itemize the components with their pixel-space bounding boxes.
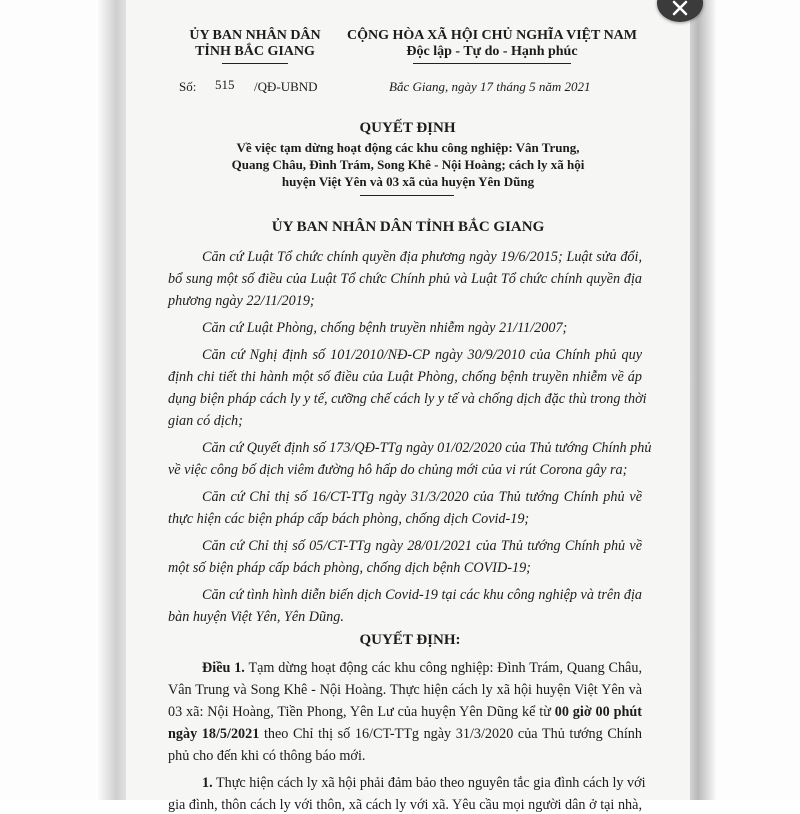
decision-title: QUYẾT ĐỊNH xyxy=(359,120,456,136)
article-1-line: Vân Trung và Song Khê - Nội Hoàng. Thực hiện cách ly xã hội huyện Việt Yên và xyxy=(168,682,642,698)
national-title: CỘNG HÒA XÃ HỘI CHỦ NGHĨA VIỆT NAM xyxy=(346,28,637,43)
basis-line: Căn cứ Luật Phòng, chống bệnh truyền nhiễm ngày 21/11/2007; xyxy=(202,320,568,336)
basis-line: dụng biện pháp cách ly y tế, cưỡng chế cách ly y tế và chống dịch đặc thù trong thời xyxy=(168,391,647,407)
article-1-line: phủ cho đến khi có thông báo mới. xyxy=(168,748,366,764)
article-1-label: Điều 1. xyxy=(202,660,245,676)
decision-heading: QUYẾT ĐỊNH: xyxy=(359,632,461,648)
basis-line: bổ sung một số điều của Luật Tổ chức Chính phủ và Luật Tổ chức chính quyền địa xyxy=(168,271,642,287)
article-1-line: Điều 1. Tạm dừng hoạt động các khu công nghiệp: Đình Trám, Quang Châu, xyxy=(202,660,642,676)
close-icon xyxy=(670,0,690,18)
article-1-line: 03 xã: Nội Hoàng, Tiền Phong, Yên Lư của huyện Yên Dũng kể từ 00 giờ 00 phút xyxy=(168,704,642,720)
issuing-authority: ỦY BAN NHÂN DÂN TỈNH BẮC GIANG xyxy=(271,219,545,235)
basis-line: thực hiện các biện pháp cấp bách phòng, chống dịch Covid-19; xyxy=(168,511,530,527)
item-1-line: 1. Thực hiện cách ly xã hội phải đảm bảo theo nguyên tắc gia đình cách ly với xyxy=(202,775,646,791)
basis-line: bàn huyện Việt Yên, Yên Dũng. xyxy=(168,609,344,625)
basis-line: Căn cứ Nghị định số 101/2010/NĐ-CP ngày 30/9/2010 của Chính phủ quy xyxy=(202,347,642,363)
doc-number-label: Số: xyxy=(179,79,197,94)
article-1-line: ngày 18/5/2021 theo Chỉ thị số 16/CT-TTg ngày 31/3/2020 của Thủ tướng Chính xyxy=(168,726,642,742)
agency-name-line1: ỦY BAN NHÂN DÂN xyxy=(189,28,321,43)
item-1-line: gia đình, thôn cách ly với thôn, xã cách ly với xã. Yêu cầu mọi người dân ở tại nhà, xyxy=(168,797,642,813)
doc-number-suffix: /QĐ-UBND xyxy=(254,79,318,94)
doc-number-value: 515 xyxy=(215,77,235,92)
page-shadow-left xyxy=(96,0,130,800)
basis-line: Căn cứ Luật Tổ chức chính quyền địa phương ngày 19/6/2015; Luật sửa đổi, xyxy=(202,249,642,265)
subject-line-1: Về việc tạm dừng hoạt động các khu công nghiệp: Vân Trung, xyxy=(236,140,580,155)
basis-line: về việc công bố dịch viêm đường hô hấp do chủng mới của vi rút Corona gây ra; xyxy=(168,462,628,478)
basis-line: Căn cứ Quyết định số 173/QĐ-TTg ngày 01/02/2020 của Thủ tướng Chính phủ xyxy=(202,440,652,456)
start-time: 00 giờ 00 phút xyxy=(554,704,642,720)
basis-line: Căn cứ Chỉ thị số 16/CT-TTg ngày 31/3/2020 của Thủ tướng Chính phủ về xyxy=(202,489,642,505)
item-1-label: 1. xyxy=(202,775,213,791)
agency-name-line2: TỈNH BẮC GIANG xyxy=(195,44,315,59)
basis-line: gian có dịch; xyxy=(168,413,243,429)
page-shadow-right xyxy=(686,0,716,800)
basis-line: Căn cứ Chỉ thị số 05/CT-TTg ngày 28/01/2021 của Thủ tướng Chính phủ về xyxy=(202,538,642,554)
subject-underline xyxy=(360,195,454,196)
start-date: ngày 18/5/2021 xyxy=(168,726,260,742)
basis-line: phương ngày 22/11/2019; xyxy=(168,293,315,309)
basis-line: định chi tiết thi hành một số điều của Luật Phòng, chống bệnh truyền nhiễm về áp xyxy=(168,369,642,385)
subject-line-3: huyện Việt Yên và 03 xã của huyện Yên Dũng xyxy=(281,174,535,189)
basis-line: Căn cứ tình hình diễn biến dịch Covid-19 tại các khu công nghiệp và trên địa xyxy=(202,587,642,603)
date-line: Bắc Giang, ngày 17 tháng 5 năm 2021 xyxy=(389,79,591,94)
agency-underline xyxy=(222,63,288,64)
basis-line: một số biện pháp cấp bách phòng, chống dịch bệnh COVID-19; xyxy=(168,560,531,576)
subject-line-2: Quang Châu, Đình Trám, Song Khê - Nội Hoàng; cách ly xã hội xyxy=(231,157,585,172)
national-motto: Độc lập - Tự do - Hạnh phúc xyxy=(406,44,578,59)
motto-underline xyxy=(413,63,571,64)
